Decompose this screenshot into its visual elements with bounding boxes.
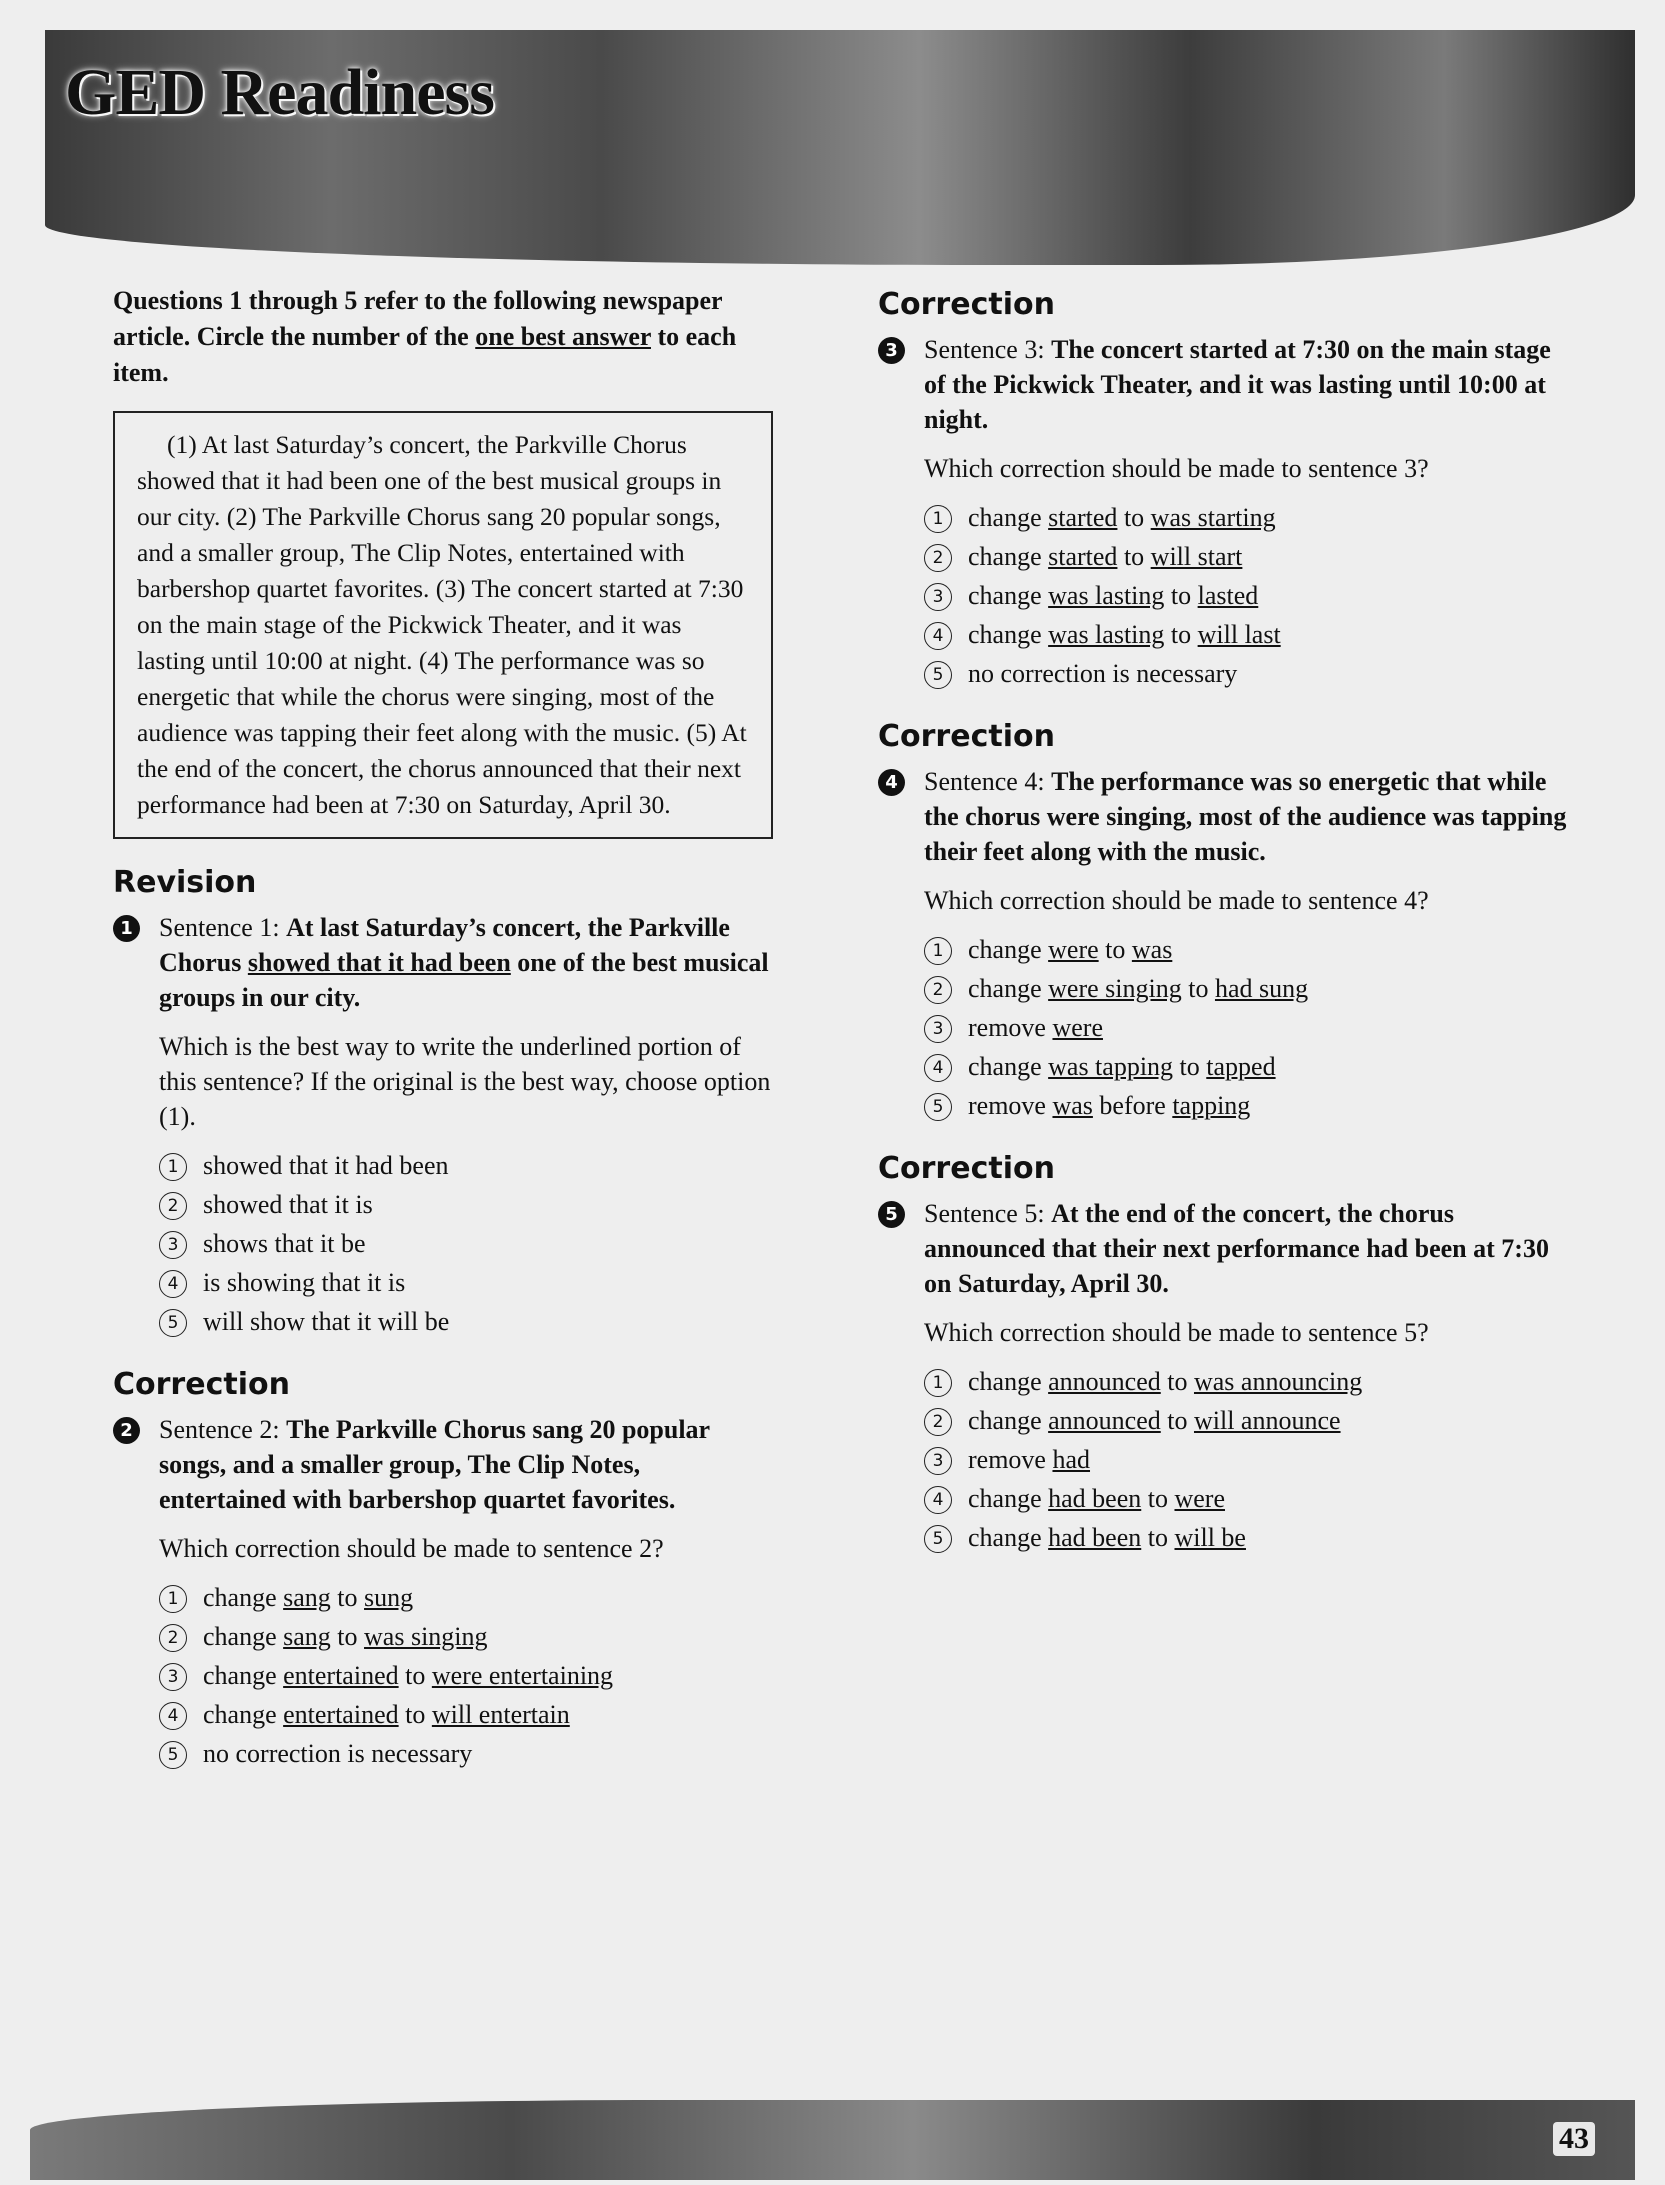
answer-option[interactable]: 3 shows that it be: [159, 1224, 773, 1263]
question-number: 5: [878, 1201, 905, 1228]
question-prompt: Which is the best way to write the underlined portion of this sentence? If the original is the best way, choose option (1).: [159, 1032, 771, 1131]
answer-option[interactable]: 5 remove was before tapping: [924, 1086, 1578, 1125]
question-number: 3: [878, 337, 905, 364]
answer-option[interactable]: 2 change started to will start: [924, 537, 1578, 576]
answer-options: [159, 1578, 773, 1773]
question-1: 1 Sentence 1: At last Saturday’s concert, the Parkville Chorus showed that it had been one of the best musical groups in our city. Which is the best way to write the underlined portion of this sentence? If the original is the best way, choose option (1). 1 showed that it had been 2 showed that it is 3 shows that it be 4 is showing that it is 5 will show that it will be: [113, 910, 773, 1341]
page-number: 43: [1553, 2122, 1595, 2156]
answer-option[interactable]: 2 change announced to will announce: [924, 1401, 1578, 1440]
answer-option[interactable]: 1 change announced to was announcing: [924, 1362, 1578, 1401]
section-heading: Correction: [878, 287, 1055, 322]
answer-option[interactable]: 2 showed that it is: [159, 1185, 773, 1224]
article-box: [113, 411, 773, 839]
answer-option[interactable]: 2 change were singing to had sung: [924, 969, 1578, 1008]
answer-option[interactable]: 4 change was lasting to will last: [924, 615, 1578, 654]
question-prompt: Which correction should be made to sentence 5?: [924, 1318, 1429, 1347]
answer-option[interactable]: 5 will show that it will be: [159, 1302, 773, 1341]
answer-options: [159, 1146, 773, 1341]
section-heading: Correction: [113, 1367, 290, 1402]
section-heading: Correction: [878, 1151, 1055, 1186]
answer-option[interactable]: 1 change started to was starting: [924, 498, 1578, 537]
answer-option[interactable]: 5 no correction is necessary: [924, 654, 1578, 693]
answer-option[interactable]: 4 change entertained to will entertain: [159, 1695, 773, 1734]
answer-options: [924, 498, 1578, 693]
answer-option[interactable]: 5 change had been to will be: [924, 1518, 1578, 1557]
left-column: [113, 283, 773, 1773]
right-column: [878, 283, 1578, 1557]
question-prompt: Which correction should be made to sentence 2?: [159, 1534, 664, 1563]
answer-option[interactable]: 3 change was lasting to lasted: [924, 576, 1578, 615]
question-prompt: Which correction should be made to sentence 4?: [924, 886, 1429, 915]
page-title: GED Readiness: [65, 56, 494, 129]
question-4: 4 Sentence 4: The performance was so energetic that while the chorus were singing, most of the audience was tapping their feet along with the music. Which correction should be made to sentence 4? 1 change were to was 2 change were singing to had sung 3 remove were 4 change was tapping to tapped 5 remove was before tapping: [878, 764, 1578, 1125]
section-heading: Correction: [878, 719, 1055, 754]
question-number: 1: [113, 915, 140, 942]
answer-options: [924, 930, 1578, 1125]
section-heading: Revision: [113, 865, 257, 900]
answer-options: [924, 1362, 1578, 1557]
answer-option[interactable]: 1 showed that it had been: [159, 1146, 773, 1185]
question-prompt: Which correction should be made to sentence 3?: [924, 454, 1429, 483]
question-5: 5 Sentence 5: At the end of the concert, the chorus announced that their next performance had been at 7:30 on Saturday, April 30. Which correction should be made to sentence 5? 1 change announced to was announcing 2 change announced to will announce 3 remove had 4 change had been to were 5 change had been to will be: [878, 1196, 1578, 1557]
question-2: 2 Sentence 2: The Parkville Chorus sang 20 popular songs, and a smaller group, The Clip Notes, entertained with barbershop quartet favorites. Which correction should be made to sentence 2? 1 change sang to sung 2 change sang to was singing 3 change entertained to were entertaining 4 change entertained to will entertain 5 no correction is necessary: [113, 1412, 773, 1773]
question-number: 4: [878, 769, 905, 796]
answer-option[interactable]: 4 change was tapping to tapped: [924, 1047, 1578, 1086]
article-text: (1) At last Saturday’s concert, the Parkville Chorus showed that it had been one of the best musical groups in our city. (2) The Parkville Chorus sang 20 popular songs, and a smaller group, The Clip Notes, entertained with barbershop quartet favorites. (3) The concert started at 7:30 on the main stage of the Pickwick Theater, and it was lasting until 10:00 at night. (4) The performance was so energetic that while the chorus were singing, most of the audience was tapping their feet along with the music. (5) At the end of the concert, the chorus announced that their next performance had been at 7:30 on Saturday, April 30.: [137, 430, 747, 819]
instructions: Questions 1 through 5 refer to the following newspaper article. Circle the number of the one best answer to each item.: [113, 286, 737, 387]
footer-bar: [30, 2100, 1635, 2180]
answer-option[interactable]: 1 change were to was: [924, 930, 1578, 969]
answer-option[interactable]: 5 no correction is necessary: [159, 1734, 773, 1773]
question-number: 2: [113, 1417, 140, 1444]
answer-option[interactable]: 1 change sang to sung: [159, 1578, 773, 1617]
answer-option[interactable]: 3 remove had: [924, 1440, 1578, 1479]
question-3: 3 Sentence 3: The concert started at 7:30 on the main stage of the Pickwick Theater, and it was lasting until 10:00 at night. Which correction should be made to sentence 3? 1 change started to was starting 2 change started to will start 3 change was lasting to lasted 4 change was lasting to will last 5 no correction is necessary: [878, 332, 1578, 693]
answer-option[interactable]: 4 change had been to were: [924, 1479, 1578, 1518]
answer-option[interactable]: 4 is showing that it is: [159, 1263, 773, 1302]
answer-option[interactable]: 3 remove were: [924, 1008, 1578, 1047]
answer-option[interactable]: 2 change sang to was singing: [159, 1617, 773, 1656]
answer-option[interactable]: 3 change entertained to were entertaining: [159, 1656, 773, 1695]
